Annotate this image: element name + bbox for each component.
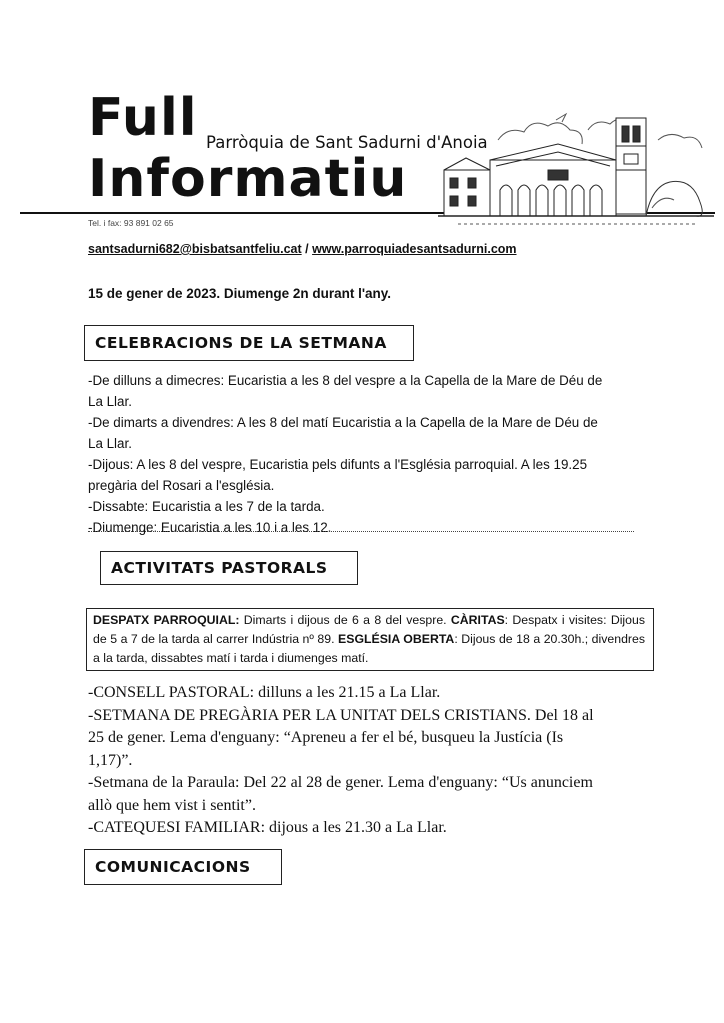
celebracions-line: La Llar. bbox=[88, 436, 132, 451]
contact-line bbox=[88, 242, 517, 256]
contact-separator: / bbox=[301, 242, 313, 256]
celebracions-line: -Dijous: A les 8 del vespre, Eucaristia pels difunts a l'Església parroquial. A les 19.25 bbox=[88, 457, 588, 472]
activitats-line: 1,17)”. bbox=[88, 751, 133, 769]
activitats-list bbox=[88, 682, 648, 840]
celebracions-list bbox=[88, 370, 648, 538]
activitats-heading: ACTIVITATS PASTORALS bbox=[111, 559, 328, 577]
activitats-line: 25 de gener. Lema d'enguany: “Apreneu a fer el bé, busqueu la Justícia (Is bbox=[88, 729, 564, 746]
caritas-text: : Despatx i visites: Dijous de 5 a 7 de la tarda al carrer Indústria nº 89. bbox=[93, 613, 645, 646]
telephone: Tel. i fax: 93 891 02 65 bbox=[88, 218, 174, 228]
celebracions-line: -De dimarts a divendres: A les 8 del matí Eucaristia a la Capella de la Mare de Déu de bbox=[88, 415, 598, 430]
esglesia-oberta-text: : Dijous de 18 a 20.30h.; divendres a la tarda, dissabtes matí i tarda i diumenges matí. bbox=[93, 632, 646, 665]
caritas-label: CÀRITAS bbox=[450, 613, 505, 627]
activitats-line: -CONSELL PASTORAL: dilluns a les 21.15 a La Llar. bbox=[88, 684, 441, 701]
activitats-heading-box bbox=[100, 551, 358, 585]
esglesia-oberta-label: ESGLÉSIA OBERTA bbox=[338, 632, 455, 646]
celebracions-line: -Dissabte: Eucaristia a les 7 de la tarda. bbox=[88, 499, 325, 514]
celebracions-heading: CELEBRACIONS DE LA SETMANA bbox=[95, 334, 387, 352]
date-line: 15 de gener de 2023. Diumenge 2n durant l'any. bbox=[88, 286, 392, 301]
activitats-line: -CATEQUESI FAMILIAR: dijous a les 21.30 a La Llar. bbox=[88, 819, 447, 836]
celebracions-heading-box bbox=[84, 325, 414, 361]
title-full: Full bbox=[88, 88, 198, 148]
comunicacions-heading: COMUNICACIONS bbox=[95, 858, 251, 876]
church-illustration bbox=[438, 100, 714, 234]
activitats-line: -Setmana de la Paraula: Del 22 al 28 de gener. Lema d'enguany: “Us anunciem bbox=[88, 774, 593, 791]
activitats-line: -SETMANA DE PREGÀRIA PER LA UNITAT DELS CRISTIANS. Del 18 al bbox=[88, 706, 594, 724]
celebracions-line: pregària del Rosari a l'església. bbox=[88, 478, 275, 493]
despatx-text: Dimarts i dijous de 6 a 8 del vespre. bbox=[239, 613, 451, 627]
parish-name: Parròquia de Sant Sadurni d'Anoia bbox=[206, 133, 488, 152]
celebracions-line: -Diumenge: Eucaristia a les 10 i a les 12. bbox=[88, 520, 332, 535]
website-link[interactable]: www.parroquiadesantsadurni.com bbox=[312, 242, 517, 256]
title-informatiu: Informatiu bbox=[88, 149, 408, 209]
celebracions-line: -De dilluns a dimecres: Eucaristia a les 8 del vespre a la Capella de la Mare de Déu de bbox=[88, 373, 603, 388]
celebracions-line: La Llar. bbox=[88, 394, 132, 409]
email-link[interactable]: santsadurni682@bisbatsantfeliu.cat bbox=[88, 242, 302, 256]
dotted-divider bbox=[88, 531, 634, 532]
parish-office-info-box bbox=[86, 608, 654, 671]
activitats-line: allò que hem vist i sentit”. bbox=[88, 796, 256, 814]
comunicacions-heading-box bbox=[84, 849, 282, 885]
despatx-label: DESPATX PARROQUIAL: bbox=[93, 613, 240, 627]
